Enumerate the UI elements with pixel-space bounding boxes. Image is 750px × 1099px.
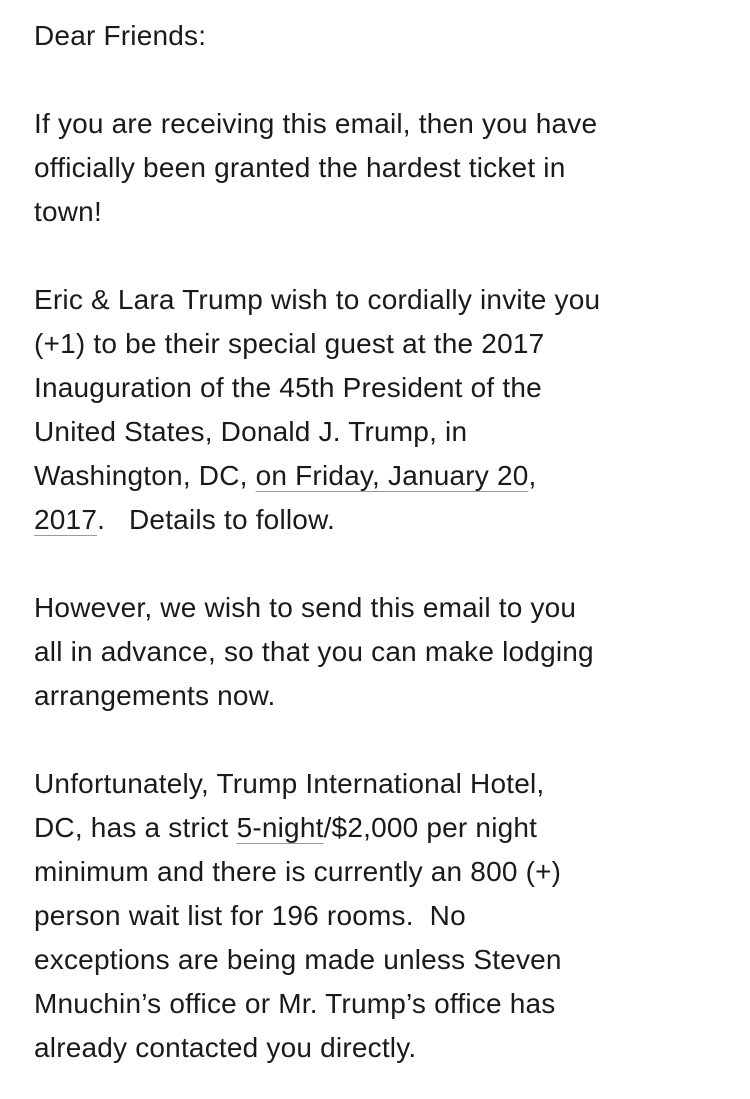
paragraph-text-line [34, 806, 734, 850]
paragraph-ticket [34, 102, 734, 234]
paragraph-text-line: person wait list for 196 rooms. No [34, 900, 466, 931]
paragraph-text-line: Inauguration of the 45th President of the [34, 372, 542, 403]
paragraph-text-line: Mnuchin’s office or Mr. Trump’s office has [34, 988, 556, 1019]
greeting-paragraph [34, 14, 734, 58]
email-body [34, 14, 734, 1070]
paragraph-invitation [34, 278, 734, 542]
text-fragment: Washington, DC, [34, 460, 256, 491]
paragraph-text-line: already contacted you directly. [34, 1032, 417, 1063]
paragraph-advance-notice [34, 586, 734, 718]
paragraph-text-line: (+1) to be their special guest at the 2017 [34, 328, 545, 359]
paragraph-text-line: officially been granted the hardest ticket in [34, 152, 566, 183]
text-fragment: /$2,000 per night [323, 812, 538, 843]
text-fragment: DC, has a strict [34, 812, 237, 843]
paragraph-text-line: However, we wish to send this email to you [34, 592, 577, 623]
paragraph-text-line: If you are receiving this email, then you have [34, 108, 598, 139]
paragraph-text-line: United States, Donald J. Trump, in [34, 416, 468, 447]
paragraph-text-line: all in advance, so that you can make lodging [34, 636, 594, 667]
paragraph-text-line [34, 498, 734, 542]
paragraph-text-line: exceptions are being made unless Steven [34, 944, 562, 975]
text-fragment: , [528, 460, 537, 491]
date-link[interactable]: on Friday, January 20 [255, 460, 529, 491]
paragraph-text-line: town! [34, 196, 102, 227]
paragraph-text-line: minimum and there is currently an 800 (+) [34, 856, 562, 887]
greeting: Dear Friends: [34, 20, 207, 51]
date-link-year[interactable]: 2017 [34, 504, 98, 535]
paragraph-text-line: Eric & Lara Trump wish to cordially invite you [34, 284, 601, 315]
nights-link[interactable]: 5-night [236, 812, 324, 843]
paragraph-text-line: Unfortunately, Trump International Hotel, [34, 768, 545, 799]
paragraph-hotel [34, 762, 734, 1070]
paragraph-text-line [34, 454, 734, 498]
paragraph-text-line: arrangements now. [34, 680, 276, 711]
text-fragment: . Details to follow. [97, 504, 335, 535]
